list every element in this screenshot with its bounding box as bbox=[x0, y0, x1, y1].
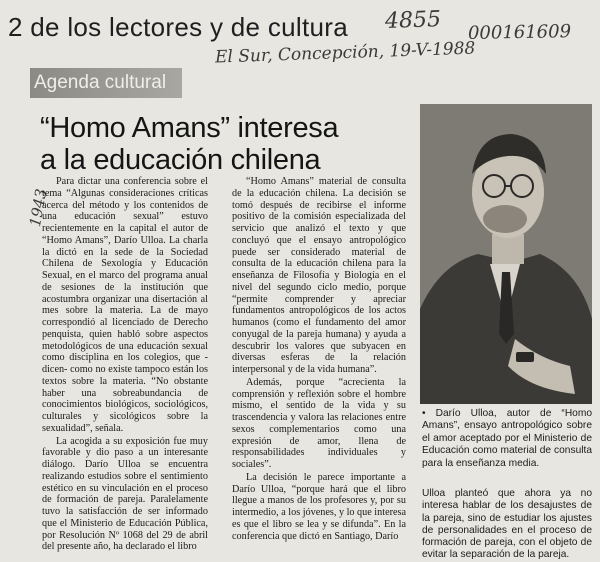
handwritten-source-note: El Sur, Concepción, 19-V-1988 bbox=[214, 38, 476, 68]
article-column-1 bbox=[42, 176, 208, 554]
section-header: 2 de los lectores y de cultura bbox=[8, 12, 348, 42]
paragraph: La decisión le parece importante a Darío Ulloa, “porque hará que el libro llegue a manos de los profesores y, por su intermedio, a los jóvenes, y lo que interesa es que el libro se lea y se difunda”. En la conferencia que dictó en Santiago, Darío bbox=[232, 471, 406, 542]
headline-line-2: a la educación chilena bbox=[40, 144, 321, 176]
article-column-3: Ulloa planteó que ahora ya no interesa hablar de los desajustes de la pareja, sino de estudiar los ajustes de personalidades en el proceso de formación de pareja, con el objeto de evitar la separación de la pareja. bbox=[422, 488, 592, 561]
paragraph: La acogida a su exposición fue muy favorable y dio paso a un interesante diálogo. Darío Ulloa se encuentra realizando estudios sobre el sentimiento estético en su vinculación en el proceso de formación de pareja. Paralelamente tuvo la satisfacción de ser informado que el Ministerio de Educación Pública, por Resolución Nº 1068 del 29 de abril del presente año, ha declarado el libro bbox=[42, 435, 208, 553]
paragraph: Además, porque “acrecienta la comprensión y reflexión sobre el hombre mismo, el sentido de la vida y su trascendencia y valora las relaciones entre sexos complementarios como una expresión de amor, llena de responsabilidades individuales y sociales”. bbox=[232, 376, 406, 470]
paragraph: “Homo Amans” material de consulta de la educación chilena. La decisión se tomó después de recibirse el informe positivo de la comisión especializada del servicio que analizó el texto y que concluyó que el ensayo antropológico puede ser considerado material de consulta de la educación chilena para la enseñanza de Filosofía y Biología en el nivel del segundo ciclo medio, porque “permite comprender y apreciar fundamentos antropológicos de los actos humanos (como el fundamento del amor conyugal de la pareja humana) y ayuda a descubrir los valores que subyacen en diversas esferas de la relación interpersonal y de la vida humana”. bbox=[232, 176, 406, 375]
handwritten-stamp-number: 4855 bbox=[384, 7, 442, 34]
article-column-2 bbox=[232, 176, 406, 543]
headline bbox=[40, 112, 410, 176]
headline-line-1: “Homo Amans” interesa bbox=[40, 112, 339, 144]
agenda-cultural-banner bbox=[30, 68, 182, 98]
handwritten-catalog-code: 000161609 bbox=[467, 21, 572, 44]
author-photo bbox=[420, 104, 592, 404]
handwritten-margin-note: 1943 bbox=[26, 187, 51, 229]
author-portrait-image bbox=[420, 104, 592, 404]
agenda-label: Agenda cultural bbox=[34, 72, 167, 93]
paragraph: Para dictar una conferencia sobre el tema “Algunas consideraciones críticas acerca del método y los contenidos de una educación sexual” estuvo recientemente en la capital el autor de “Homo Amans”, Darío Ulloa. La charla la dictó en la sede de la Sociedad Chilena de Sexología y Educación Sexual, en el marco del programa anual de sesiones de la institución que acostumbra organizar una disertación al mes sobre la materia. La de mayo correspondió al licenciado de Derecho penquista, quien habló sobre aspectos metodológicos de una educación sexual como disciplina en los colegios, que -dicen- como no existe tampoco están los textos sobre la materia. “No obstante haber una sobreabundancia de conocimientos biológicos, sociológicos, culturales y sicológicos sobre la sexualidad”, señala. bbox=[42, 176, 208, 434]
photo-caption: • Darío Ulloa, autor de “Homo Amans”, ensayo antropológico sobre el amor aceptado por el Ministerio de Educación como material de consulta para la enseñanza media. bbox=[422, 408, 592, 469]
